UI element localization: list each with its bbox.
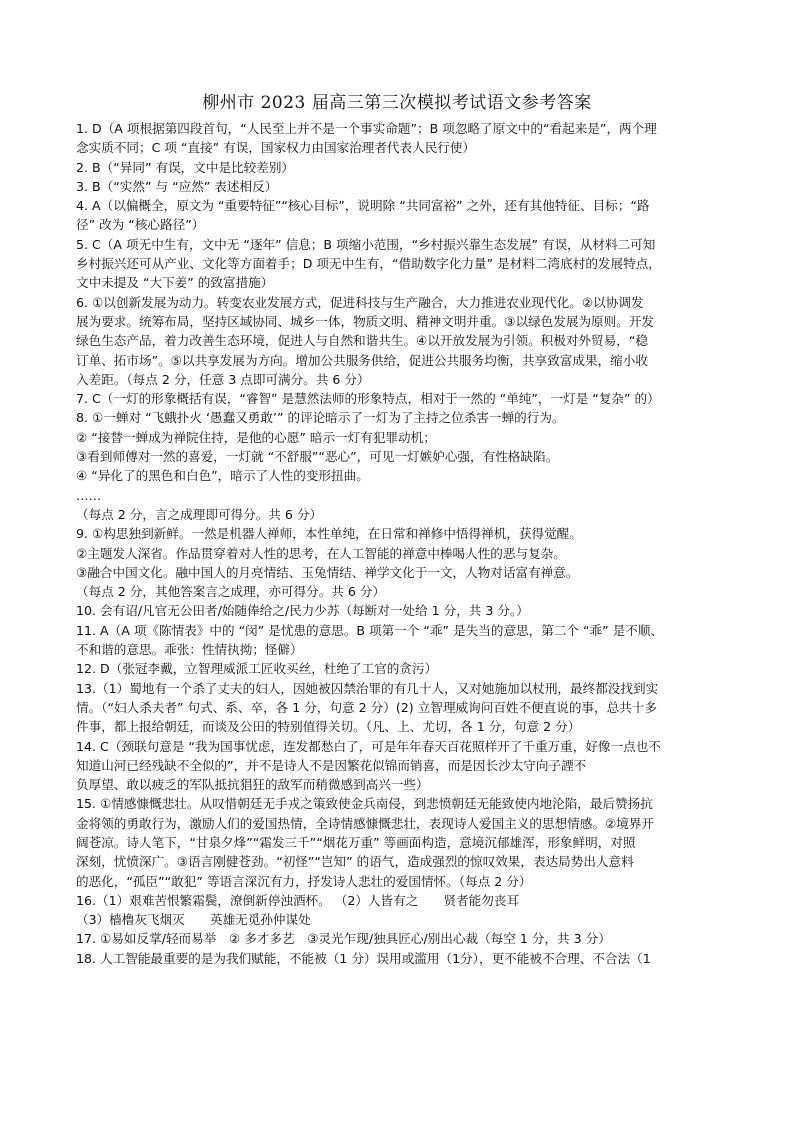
text-line: 文中未提及 “大下姜” 的致富措施）: [76, 275, 274, 291]
text-line: 1. D（A 项根据第四段首句，“人民至上并不是一个事实命题”；B 项忽略了原文中的“看起来是”，两个理: [76, 121, 657, 136]
text-line: 6. ①以创新发展为动力。转变农业发展方式，促进科技与生产融合，大力推进农业现代化。②以协调发: [76, 294, 644, 310]
text-line: （3）樯橹灰飞烟灭 英雄无觅孙仲谋处: [76, 912, 311, 928]
text-line: 7. C（一灯的形象概括有误，“睿智” 是慧然法师的形象特点，相对于一然的 “单纯”，一灯是 “复杂” 的）: [76, 391, 660, 407]
text-line: 5. C（A 项无中生有，文中无 “逐年” 信息；B 项缩小范围，“乡村振兴靠生态发展” 有误，从材料二可知: [76, 236, 656, 252]
text-line: 18. 人工智能最重要的是为我们赋能，不能被（1 分）误用或滥用（1分），更不能被不合理、不合法（1: [76, 950, 651, 966]
text-line: 订单、拓市场”。⑤以共享发展为方向。增加公共服务供给，促进公共服务均衡，共享致富成果，缩小收: [76, 352, 648, 368]
text-line: （每点 2 分，言之成理即可得分。共 6 分）: [76, 506, 323, 522]
text-line: 15. ①情感慷慨悲壮。从叹惜朝廷无手戎之策致使金兵南侵，到悲愤朝廷无能致使内地沦陷，最后赞扬抗: [76, 796, 653, 812]
text-line: 11. A（A 项《陈情表》中的 “闵” 是忧患的意思。B 项第一个 “乖” 是失当的意思，第二个 “乖” 是不顺、: [76, 622, 664, 638]
text-line: 念实质不同；C 项 “直接” 有误，国家权力由国家治理者代表人民行使）: [76, 140, 476, 156]
text-line: 的恶化，“孤臣”“敢犯” 等语言深沉有力，抒发诗人悲壮的爱国情怀。（每点 2 分）: [76, 873, 532, 889]
text-line: 9. ①构思独到新鲜。一然是机器人禅师，本性单纯，在日常和禅修中悟得禅机，获得觉醒。: [76, 526, 582, 542]
text-line: 4. A（以偏概全，原文为 “重要特征”“核心目标”，说明除 “共同富裕” 之外，还有其他特征、目标；“路: [76, 198, 650, 214]
text-line: 3. B（“实然” 与 “应然” 表述相反）: [76, 178, 278, 194]
text-line: 金将领的勇敢行为，激励人们的爱国热情，全诗情感慷慨悲壮，表现诗人爱国主义的思想情感。②境界开: [76, 815, 655, 831]
text-line: 16.（1）艰难苦恨繁霜鬓，潦倒新停浊酒杯。 （2）人皆有之 贤者能勿丧耳: [76, 892, 520, 908]
text-line: 件事，都上报给朝廷，而谈及公田的特别值得关切。（凡、上、尤切，各 1 分，句意 2 分）: [76, 719, 581, 735]
text-line: 不和谐的意思。乖张：性情执拗；怪僻）: [76, 642, 303, 658]
text-line: ④ “异化了的黑色和白色”，暗示了人性的变形扭曲。: [76, 468, 369, 484]
text-line: 阔苍凉。诗人笔下，“甘泉夕烽”“霜发三千”“烟花万重” 等画面构造，意境沉郁雄浑，形象鲜明，对照: [76, 834, 636, 850]
page-title: 柳州市 2023 届高三第三次模拟考试语文参考答案: [202, 93, 592, 113]
text-line: ② “接替一蝉成为禅院住持，是他的心愿” 暗示一灯有犯罪动机；: [76, 429, 436, 445]
text-line: 17. ①易如反掌/轻而易举 ② 多才多艺 ③灵光乍现/独具匠心/别出心裁（每空 1 分，共 3 分）: [76, 931, 611, 947]
text-line: 12. D（张冠李戴，立智理威派工匠收买丝，杜绝了工官的贪污）: [76, 661, 438, 677]
text-line: 展为要求。统筹布局，坚持区域协同、城乡一体，物质文明、精神文明并重。③以绿色发展为原则。开发: [76, 313, 655, 329]
text-line: 2. B（“异同” 有误，文中是比较差别）: [76, 159, 295, 175]
text-line: （每点 2 分，其他答案言之成理，亦可得分。共 6 分）: [76, 584, 386, 600]
text-line: 径” 改为 “核心路径”）: [76, 217, 205, 233]
text-line: 14. C（颈联句意是 “我为国事忧虑，连发都愁白了，可是年年春天百花照样开了千重万重，好像一点也不: [76, 738, 661, 754]
text-line: ③看到师傅对一然的喜爱，一灯就 “不舒服”“恶心”，可见一灯嫉妒心强，有性格缺陷。: [76, 449, 559, 465]
text-line: 绿色生态产品，着力改善生态环境，促进人与自然和谐共生。④以开放发展为引领。积极对外贸易，“稳: [76, 333, 648, 349]
text-line: ③融合中国文化。融中国人的月亮情结、玉兔情结、禅学文化于一文，人物对话富有禅意。: [76, 564, 579, 580]
text-line: 深刻，忧愤深广。③语言刚健苍劲。“初怪”“岂知” 的语气，造成强烈的惊叹效果，表达局势出人意料: [76, 854, 634, 870]
text-line: 10. 会有诏/凡官无公田者/始随俸给之/民力少苏（每断对一处给 1 分，共 3 分。）: [76, 603, 529, 619]
answer-text-body: [76, 119, 736, 968]
text-line: 8. ①一蝉对 “飞蛾扑火 ‘愚蠢又勇敢’” 的评论暗示了一灯为了主持之位杀害一蝉的行为。: [76, 410, 565, 426]
text-line: 知道山河已经残缺不全似的”，并不是诗人不是因繁花似锦而销喜，而是因长沙太守向子諲不: [76, 757, 587, 773]
text-line: 情。（“妇人杀夫者” 句式、系、卒，各 1 分，句意 2 分）(2) 立智理威询问百姓不便直说的事，总共十多: [76, 699, 657, 715]
text-line: ……: [76, 487, 102, 503]
text-line: 13.（1）蜀地有一个杀了丈夫的妇人，因她被囚禁治罪的有几十人，又对她施加以杖刑，最终都没找到实: [76, 680, 659, 696]
text-line: 入差距。（每点 2 分，任意 3 点即可满分。共 6 分）: [76, 371, 370, 387]
text-line: ②主题发人深省。作品贯穿着对人性的思考，在人工智能的禅意中棒喝人性的恶与复杂。: [76, 545, 566, 561]
text-line: 负厚望、敢以疲乏的军队抵抗猖狂的敌军而稍微感到高兴一些）: [76, 777, 429, 793]
text-line: 乡村振兴还可从产业、文化等方面着手；D 项无中生有，“借助数字化力量” 是材料二湾底村的发展特点，: [76, 256, 661, 272]
